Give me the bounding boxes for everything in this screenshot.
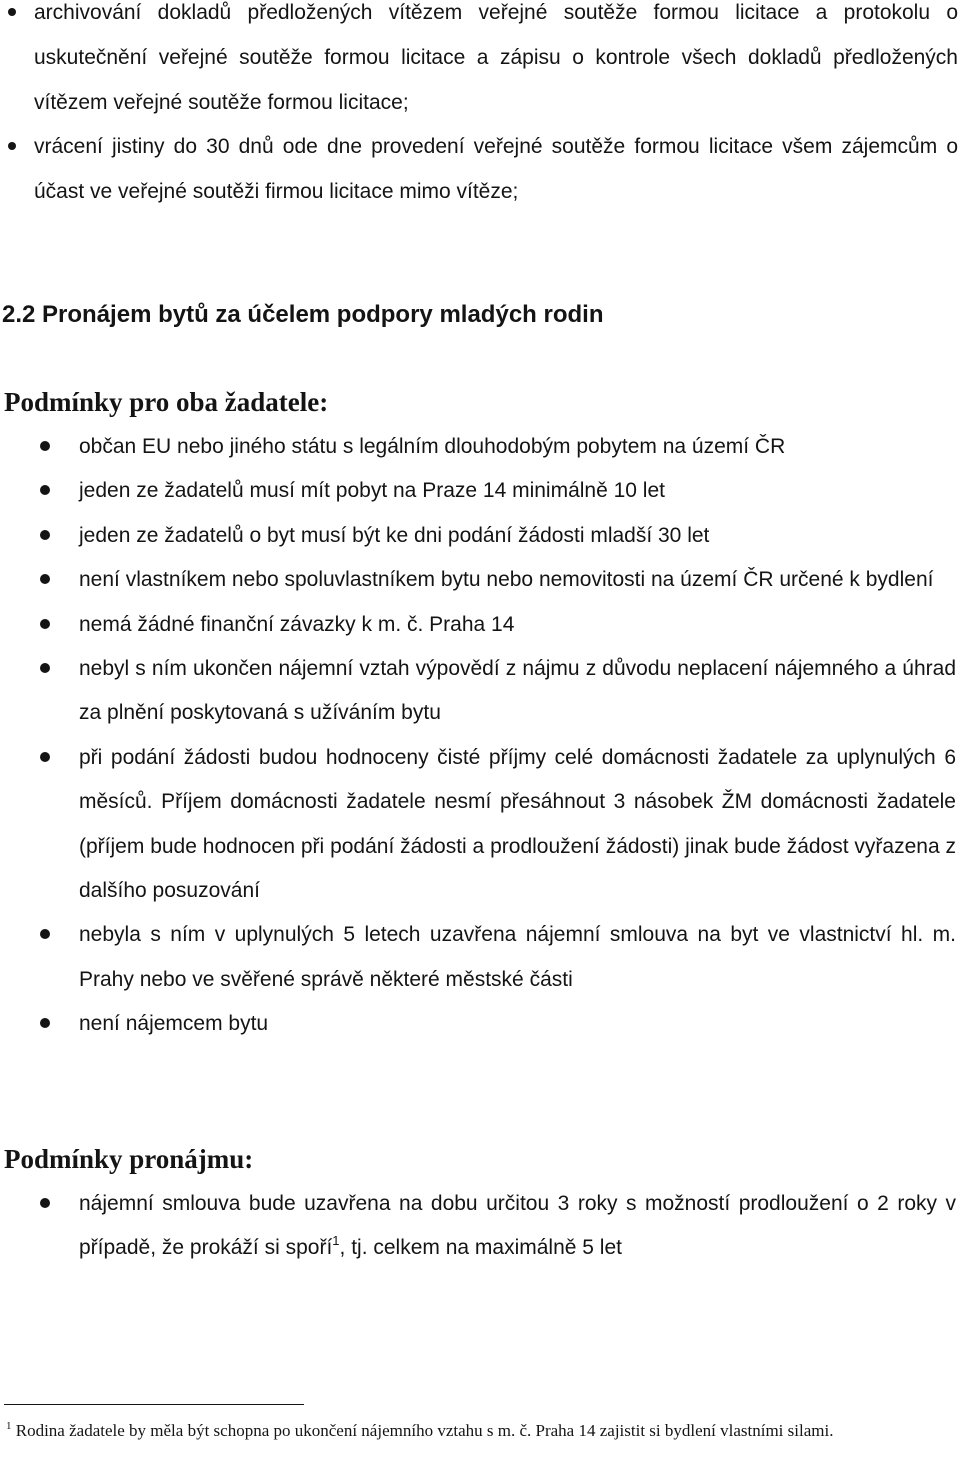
section-heading: 2.2 Pronájem bytů za účelem podpory mladých rodin — [2, 301, 604, 328]
list-item-text-continued: , tj. celkem na maximálně 5 let — [339, 1236, 622, 1260]
list-item-text: při podání žádosti budou hodnoceny čisté příjmy celé domácnosti žadatele za uplynulých 6 měsíců. Příjem domácnosti žadatele nesmí přesáhnout 3 násobek ŽM domácnosti žadatele (příjem bude hodnocen při podání žádosti a prodloužení žádosti) jinak bude žádost vyřazena z dalšího posuzování — [79, 745, 956, 903]
list-item — [8, 0, 958, 125]
footnote-reference: 1 — [332, 1233, 340, 1249]
bullet-icon — [40, 1018, 50, 1028]
bullet-icon — [40, 619, 50, 629]
list-item — [40, 558, 956, 602]
list-item-text: archivování dokladů předložených vítězem veřejné soutěže formou licitace a protokolu o uskutečnění veřejné soutěže formou licitace a zápisu o kontrole všech dokladů předložených vítězem veřejné soutěže formou licitace; — [34, 1, 958, 114]
bullet-icon — [40, 441, 50, 451]
conditions-list — [40, 425, 956, 1047]
footnote-divider — [4, 1404, 304, 1405]
footnote — [6, 1419, 906, 1442]
bullet-icon — [8, 142, 16, 150]
bullet-icon — [40, 574, 50, 584]
list-item — [40, 514, 956, 558]
list-item — [40, 1002, 956, 1046]
rent-conditions-list — [40, 1182, 956, 1271]
list-item-text: jeden ze žadatelů o byt musí být ke dni podání žádosti mladší 30 let — [79, 523, 710, 547]
list-item — [40, 647, 956, 736]
bullet-icon — [40, 663, 50, 673]
list-item-text: jeden ze žadatelů musí mít pobyt na Praze 14 minimálně 10 let — [79, 479, 665, 503]
list-item-text: nemá žádné finanční závazky k m. č. Praha 14 — [79, 612, 515, 636]
list-item — [40, 913, 956, 1002]
list-item — [40, 1182, 956, 1271]
bullet-icon — [8, 8, 16, 16]
bullet-icon — [40, 485, 50, 495]
list-item-text: nájemní smlouva bude uzavřena na dobu určitou 3 roky s možností prodloužení o 2 roky v případě, že prokáží si spoří — [79, 1192, 956, 1260]
list-item — [40, 736, 956, 914]
bullet-icon — [40, 752, 50, 762]
rent-conditions-heading: Podmínky pronájmu: — [4, 1144, 254, 1174]
top-bullet-list — [8, 0, 958, 215]
list-item-text: vrácení jistiny do 30 dnů ode dne provedení veřejné soutěže formou licitace všem zájemcům o účast ve veřejné soutěži firmou licitace mimo vítěze; — [34, 135, 958, 204]
bullet-icon — [40, 1198, 50, 1208]
bullet-icon — [40, 929, 50, 939]
list-item — [40, 425, 956, 469]
list-item — [40, 603, 956, 647]
conditions-heading: Podmínky pro oba žadatele: — [4, 387, 329, 417]
list-item-text: občan EU nebo jiného státu s legálním dlouhodobým pobytem na území ČR — [79, 435, 786, 458]
list-item — [8, 125, 958, 215]
list-item-text: není nájemcem bytu — [79, 1012, 269, 1036]
list-item-text: nebyla s ním v uplynulých 5 letech uzavřena nájemní smlouva na byt ve vlastnictví hl. m. Prahy nebo ve svěřené správě některé městské části — [79, 923, 956, 991]
list-item-text: není vlastníkem nebo spoluvlastníkem bytu nebo nemovitosti na území ČR určené k bydlení — [79, 568, 934, 592]
bullet-icon — [40, 530, 50, 540]
list-item-text: nebyl s ním ukončen nájemní vztah výpovědí z nájmu z důvodu neplacení nájemného a úhrad za plnění poskytovaná s užíváním bytu — [79, 657, 956, 725]
list-item — [40, 469, 956, 513]
footnote-text: Rodina žadatele by měla být schopna po ukončení nájemního vztahu s m. č. Praha 14 zajistit si bydlení vlastními silami. — [11, 1421, 834, 1440]
footnote-mark: 1 — [6, 1420, 12, 1432]
